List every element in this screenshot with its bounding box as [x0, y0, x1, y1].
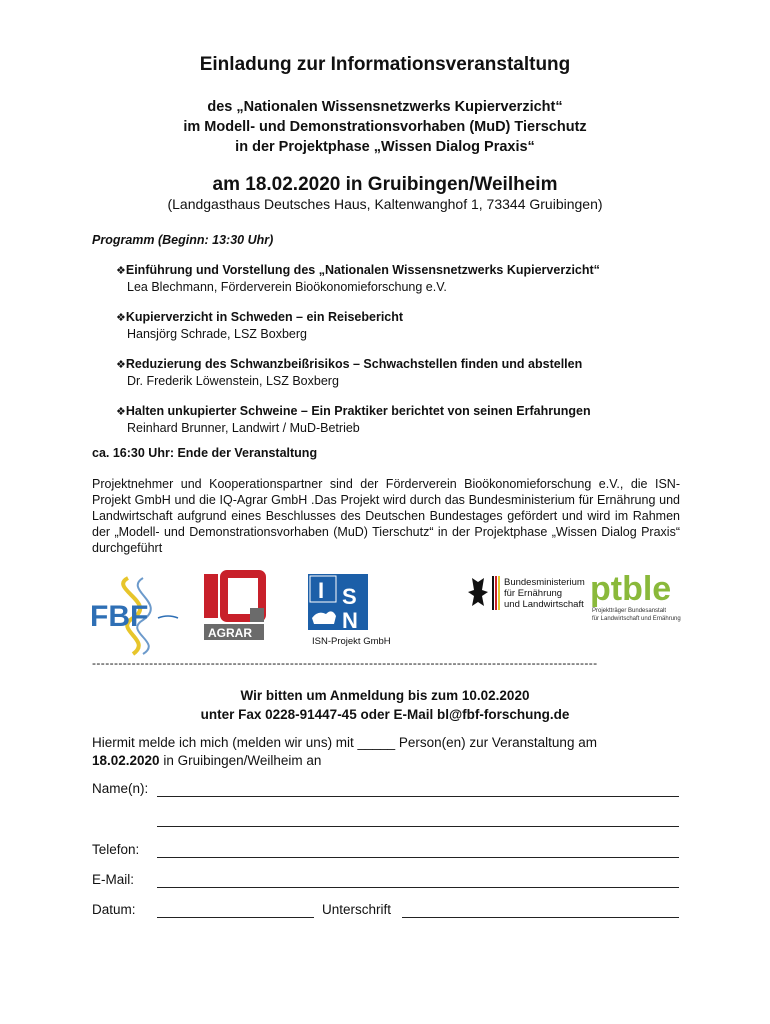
- date-field[interactable]: [157, 917, 314, 918]
- signature-label: Unterschrift: [322, 902, 392, 917]
- bmel-text-line: und Landwirtschaft: [504, 599, 584, 610]
- bmel-text-line: für Ernährung: [504, 588, 563, 599]
- partner-logos: [88, 568, 688, 658]
- signup-text-part: Hiermit melde ich mich (melden wir uns) mit _____ Person(en) zur Veranstaltung am: [92, 735, 597, 750]
- event-venue: (Landgasthaus Deutsches Haus, Kaltenwanghof 1, 73344 Gruibingen): [167, 196, 603, 212]
- fbf-logo: [90, 578, 178, 654]
- names-field-2[interactable]: [157, 826, 679, 827]
- iq-agrar-logo: [204, 574, 264, 640]
- end-time: ca. 16:30 Uhr: Ende der Veranstaltung: [92, 446, 318, 460]
- page-title: Einladung zur Informationsveranstaltung: [199, 54, 571, 75]
- email-label: E-Mail:: [92, 872, 135, 887]
- program-item: [116, 356, 696, 389]
- program-list: [116, 262, 696, 450]
- fbf-logo-text: FBF: [90, 600, 149, 633]
- names-label: Name(n):: [92, 781, 149, 796]
- diamond-bullet-icon: ❖: [116, 406, 126, 418]
- diamond-bullet-icon: ❖: [116, 359, 126, 371]
- isn-letter: S: [342, 584, 357, 609]
- program-item-speaker: Reinhard Brunner, Landwirt / MuD-Betrieb: [127, 421, 360, 435]
- program-heading: Programm (Beginn: 13:30 Uhr): [92, 233, 274, 247]
- program-item: [116, 403, 696, 436]
- event-date: am 18.02.2020 in Gruibingen/Weilheim: [212, 174, 558, 195]
- ptble-sub-line: Projektträger Bundesanstalt: [592, 608, 667, 614]
- program-item: [116, 309, 696, 342]
- signature-field[interactable]: [402, 917, 679, 918]
- phone-field[interactable]: [157, 857, 679, 858]
- signup-text: [92, 734, 680, 770]
- ptble-sub-line: für Landwirtschaft und Ernährung: [592, 616, 681, 622]
- program-item-title: Kupierverzicht in Schweden – ein Reisebericht: [125, 310, 404, 324]
- signup-date: 18.02.2020: [92, 753, 160, 768]
- date-label: Datum:: [92, 902, 136, 917]
- diamond-bullet-icon: ❖: [116, 312, 126, 324]
- names-field[interactable]: [157, 796, 679, 797]
- ptble-logo: [590, 570, 681, 622]
- signup-text-part: in Gruibingen/Weilheim an: [159, 753, 322, 768]
- email-field[interactable]: [157, 887, 679, 888]
- separator-line: -------------------------------------------------------------------------------------------------------------------: [92, 656, 598, 670]
- program-item-title: Reduzierung des Schwanzbeißrisikos – Schwachstellen finden und abstellen: [125, 357, 583, 371]
- registration-line: unter Fax 0228-91447-45 oder E-Mail bl@fbf-forschung.de: [200, 707, 570, 722]
- subtitle-line: im Modell- und Demonstrationsvorhaben (MuD) Tierschutz: [183, 119, 587, 135]
- subtitle-line: des „Nationalen Wissensnetzwerks Kupierverzicht“: [207, 99, 563, 115]
- isn-letter: I: [318, 578, 325, 603]
- isn-caption: ISN-Projekt GmbH: [312, 636, 391, 647]
- subtitle-line: in der Projektphase „Wissen Dialog Praxis“: [235, 139, 535, 155]
- ptble-text: ptble: [590, 570, 672, 608]
- subtitle: [0, 97, 770, 157]
- program-item: [116, 262, 696, 295]
- diamond-bullet-icon: ❖: [116, 265, 126, 277]
- program-item-speaker: Hansjörg Schrade, LSZ Boxberg: [127, 327, 307, 341]
- bmel-logo: [468, 576, 585, 610]
- program-item-title: Einführung und Vorstellung des „Nationalen Wissensnetzwerks Kupierverzicht“: [125, 263, 600, 277]
- phone-label: Telefon:: [92, 842, 140, 857]
- isn-letter: N: [342, 608, 358, 633]
- isn-logo: [308, 574, 391, 647]
- registration-notice: [0, 686, 770, 724]
- program-item-speaker: Dr. Frederik Löwenstein, LSZ Boxberg: [127, 374, 339, 388]
- partners-paragraph: Projektnehmer und Kooperationspartner sind der Förderverein Bioökonomieforschung e.V., die ISN-Projekt GmbH und die IQ-Agrar GmbH .Das Projekt wird durch das Bundesministerium für Ernährung und Landwirtschaft aufgrund eines Beschlusses des Deutschen Bundestages gefördert und wird im Rahmen der „Modell- und Demonstrationsvorhaben (MuD) Tierschutz“ in der Projektphase „Wissen Dialog Praxis“ durchgeführt: [92, 477, 680, 555]
- iq-agrar-text: AGRAR: [208, 626, 252, 640]
- bmel-text-line: Bundesministerium: [504, 577, 585, 588]
- program-item-speaker: Lea Blechmann, Förderverein Bioökonomieforschung e.V.: [127, 280, 447, 294]
- program-item-title: Halten unkupierter Schweine – Ein Praktiker berichtet von seinen Erfahrungen: [125, 404, 591, 418]
- registration-line: Wir bitten um Anmeldung bis zum 10.02.2020: [240, 688, 530, 703]
